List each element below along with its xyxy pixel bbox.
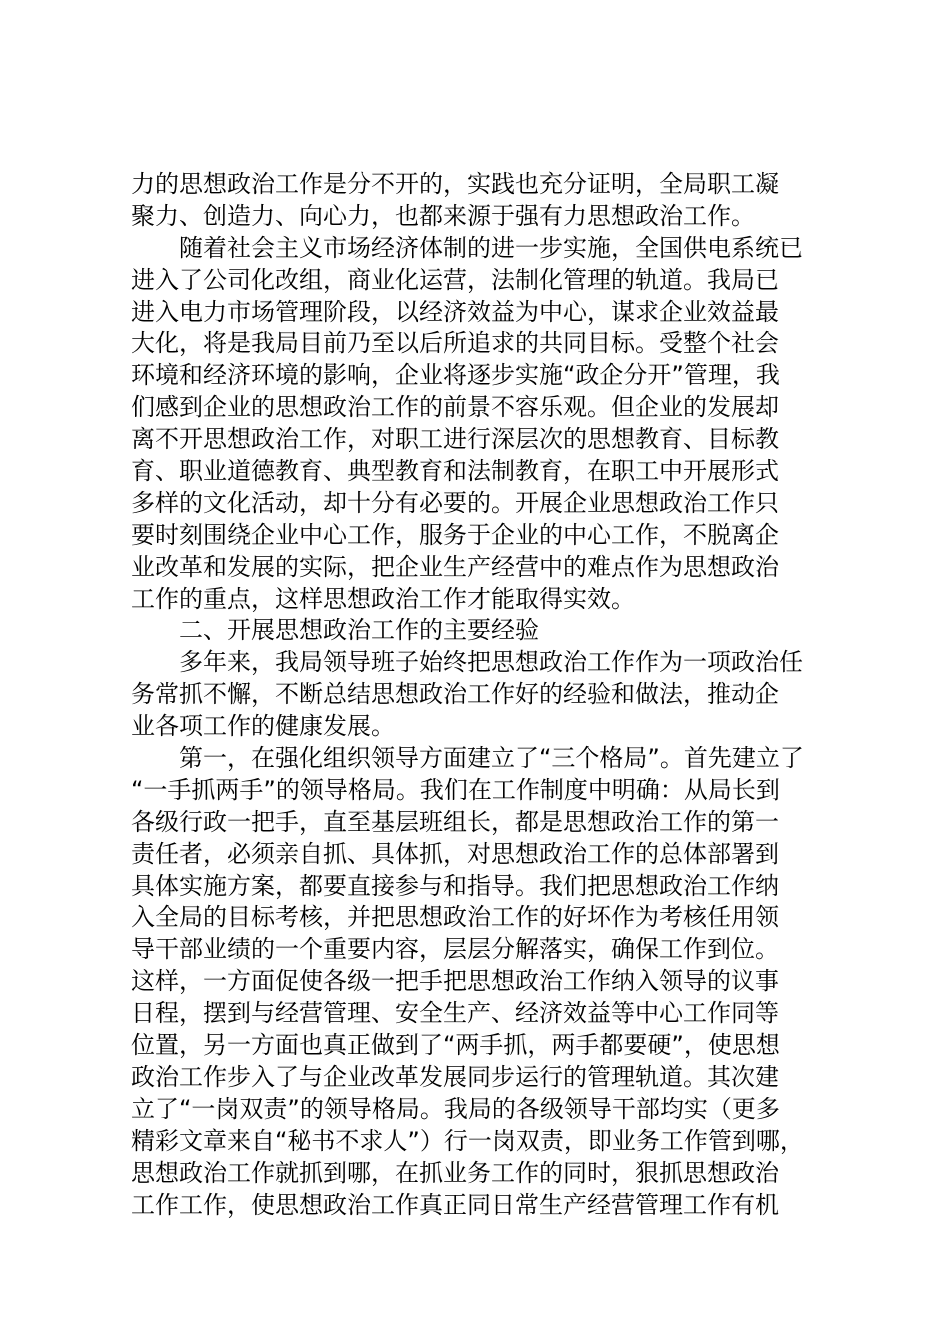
text-line: 进入了公司化改组，商业化运营，法制化管理的轨道。我局已 [131,265,779,294]
body-text [131,169,831,1221]
text-line: 具体实施方案，都要直接参与和指导。我们把思想政治工作纳 [131,871,779,900]
text-line: 日程，摆到与经营管理、安全生产、经济效益等中心工作同等 [131,999,779,1028]
text-line: 业各项工作的健康发展。 [131,712,395,741]
text-line: 育、职业道德教育、典型教育和法制教育，在职工中开展形式 [131,457,779,486]
text-line: 业改革和发展的实际，把企业生产经营中的难点作为思想政治 [131,552,779,581]
text-line: 务常抓不懈，不断总结思想政治工作好的经验和做法，推动企 [131,680,779,709]
text-line: 政治工作步入了与企业改革发展同步运行的管理轨道。其次建 [131,1062,779,1091]
text-line: 进入电力市场管理阶段，以经济效益为中心，谋求企业效益最 [131,297,779,326]
text-line: 要时刻围绕企业中心工作，服务于企业的中心工作，不脱离企 [131,520,779,549]
text-line: 精彩文章来自“秘书不求人”）行一岗双责，即业务工作管到哪， [131,1126,804,1155]
text-line: 们感到企业的思想政治工作的前景不容乐观。但企业的发展却 [131,393,779,422]
text-line: 环境和经济环境的影响，企业将逐步实施“政企分开”管理，我 [131,361,780,390]
text-line: 思想政治工作就抓到哪，在抓业务工作的同时，狠抓思想政治 [131,1158,779,1187]
text-line: 位置，另一方面也真正做到了“两手抓，两手都要硬”，使思想 [131,1031,780,1060]
text-line: “一手抓两手”的领导格局。我们在工作制度中明确：从局长到 [131,775,780,804]
text-line: 工作的重点，这样思想政治工作才能取得实效。 [131,584,635,613]
text-line: 力的思想政治工作是分不开的，实践也充分证明，全局职工凝 [131,170,779,198]
text-line: 立了“一岗双责”的领导格局。我局的各级领导干部均实（更多 [131,1094,780,1123]
text-line: 入全局的目标考核，并把思想政治工作的好坏作为考核任用领 [131,903,779,932]
text-line: 离不开思想政治工作，对职工进行深层次的思想教育、目标教 [131,425,779,454]
text-line: 聚力、创造力、向心力，也都来源于强有力思想政治工作。 [131,201,755,230]
section-heading: 二、开展思想政治工作的主要经验 [131,616,539,645]
text-line: 各级行政一把手，直至基层班组长，都是思想政治工作的第一 [131,807,779,836]
text-line: 多年来，我局领导班子始终把思想政治工作作为一项政治任 [131,648,803,677]
text-line: 第一，在强化组织领导方面建立了“三个格局”。首先建立了 [131,744,804,773]
text-line: 责任者，必须亲自抓、具体抓，对思想政治工作的总体部署到 [131,839,779,868]
text-line: 导干部业绩的一个重要内容，层层分解落实，确保工作到位。 [131,935,779,964]
text-line: 多样的文化活动，却十分有必要的。开展企业思想政治工作只 [131,488,779,517]
text-line: 随着社会主义市场经济体制的进一步实施，全国供电系统已 [131,233,803,262]
text-line: 这样，一方面促使各级一把手把思想政治工作纳入领导的议事 [131,967,779,996]
text-line: 大化，将是我局目前乃至以后所追求的共同目标。受整个社会 [131,329,779,358]
text-line: 工作工作，使思想政治工作真正同日常生产经营管理工作有机 [131,1190,779,1219]
